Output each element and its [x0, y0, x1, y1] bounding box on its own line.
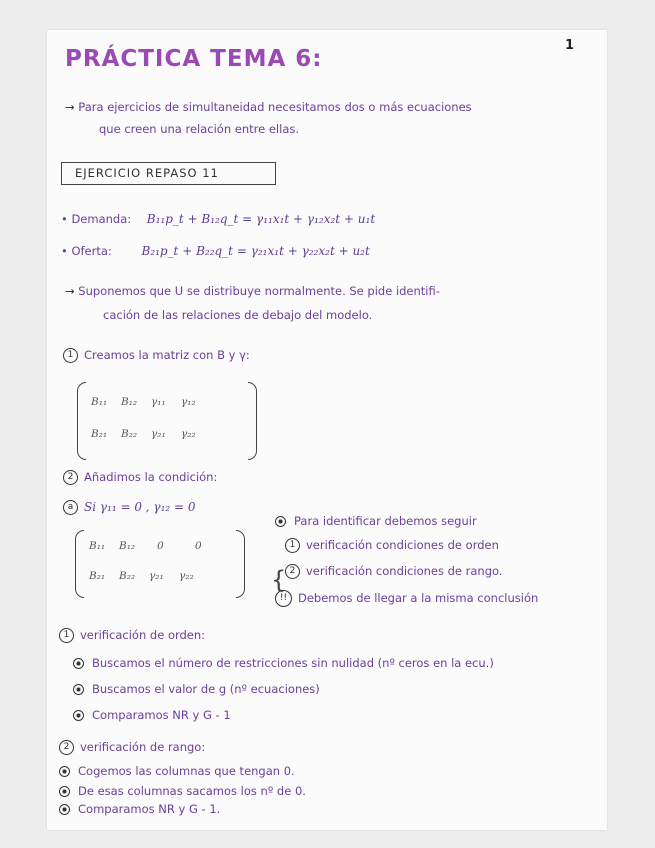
step-number-icon: 2 — [63, 470, 78, 485]
order-bullet: Comparamos NR y G - 1 — [73, 708, 231, 722]
bullet-icon — [73, 658, 84, 669]
bullet-icon — [73, 684, 84, 695]
rank-bullet: Cogemos las columnas que tengan 0. — [59, 764, 295, 778]
rank-bullet: De esas columnas sacamos los nº de 0. — [59, 784, 306, 798]
page-title: PRÁCTICA TEMA 6: — [65, 46, 323, 72]
order-bullet: Buscamos el valor de g (nº ecuaciones) — [73, 682, 320, 696]
rank-title: 2 verificación de rango: — [59, 740, 205, 755]
suppose-line-2: cación de las relaciones de debajo del modelo. — [103, 308, 373, 322]
identify-item-3: !! Debemos de llegar a la misma conclusión — [275, 590, 538, 607]
suppose-line-1: → Suponemos que U se distribuye normalmente. Se pide identifi- — [65, 284, 440, 298]
identify-item-1: 1 verificación condiciones de orden — [285, 538, 499, 553]
order-bullet: Buscamos el número de restricciones sin nulidad (nº ceros en la ecu.) — [73, 656, 494, 670]
bullet-icon — [59, 786, 70, 797]
step-number-icon: 1 — [63, 348, 78, 363]
matrix-row: B₂₁ B₂₂ γ₂₁ γ₂₂ — [89, 570, 194, 582]
step-2: 2 Añadimos la condición: — [63, 470, 217, 485]
arrow-icon: → — [65, 284, 75, 298]
demand-equation: • Demanda: B₁₁p_t + B₁₂q_t = γ₁₁x₁t + γ₁₂x₂t + u₁t — [61, 212, 376, 226]
step-letter-icon: a — [63, 500, 78, 515]
step-number-icon: 2 — [285, 564, 300, 579]
page-number: 1 — [565, 38, 575, 53]
matrix-with-condition — [75, 530, 245, 596]
step-1: 1 Creamos la matriz con B y γ: — [63, 348, 250, 363]
warning-icon: !! — [275, 590, 292, 607]
step-number-icon: 2 — [59, 740, 74, 755]
matrix-row: B₂₁ B₂₂ γ₂₁ γ₂₂ — [91, 428, 196, 440]
curly-brace-icon: { — [271, 566, 287, 594]
rank-bullet: Comparamos NR y G - 1. — [59, 802, 220, 816]
bullet-icon — [59, 766, 70, 777]
arrow-icon: → — [65, 100, 75, 114]
supply-equation: • Oferta: B₂₁p_t + B₂₂q_t = γ₂₁x₁t + γ₂₂x₂t + u₂t — [61, 244, 370, 258]
order-title: 1 verificación de orden: — [59, 628, 205, 643]
matrix-b-gamma — [77, 382, 257, 458]
intro-line-2: que creen una relación entre ellas. — [99, 122, 300, 136]
bullet-icon — [59, 804, 70, 815]
step-number-icon: 1 — [285, 538, 300, 553]
matrix-row: B₁₁ B₁₂ 0 0 — [89, 540, 202, 552]
step-number-icon: 1 — [59, 628, 74, 643]
condition-a: a Si γ₁₁ = 0 , γ₁₂ = 0 — [63, 500, 196, 515]
bullet-icon — [73, 710, 84, 721]
bullet-icon — [275, 516, 286, 527]
identify-item-2: 2 verificación condiciones de rango. — [285, 564, 503, 579]
notebook-page — [47, 30, 607, 830]
exercise-box — [61, 162, 276, 185]
intro-line-1: → Para ejercicios de simultaneidad necesitamos dos o más ecuaciones — [65, 100, 472, 114]
identify-head: Para identificar debemos seguir — [275, 514, 477, 528]
exercise-label: EJERCICIO REPASO 11 — [75, 166, 219, 180]
matrix-row: B₁₁ B₁₂ γ₁₁ γ₁₂ — [91, 396, 196, 408]
